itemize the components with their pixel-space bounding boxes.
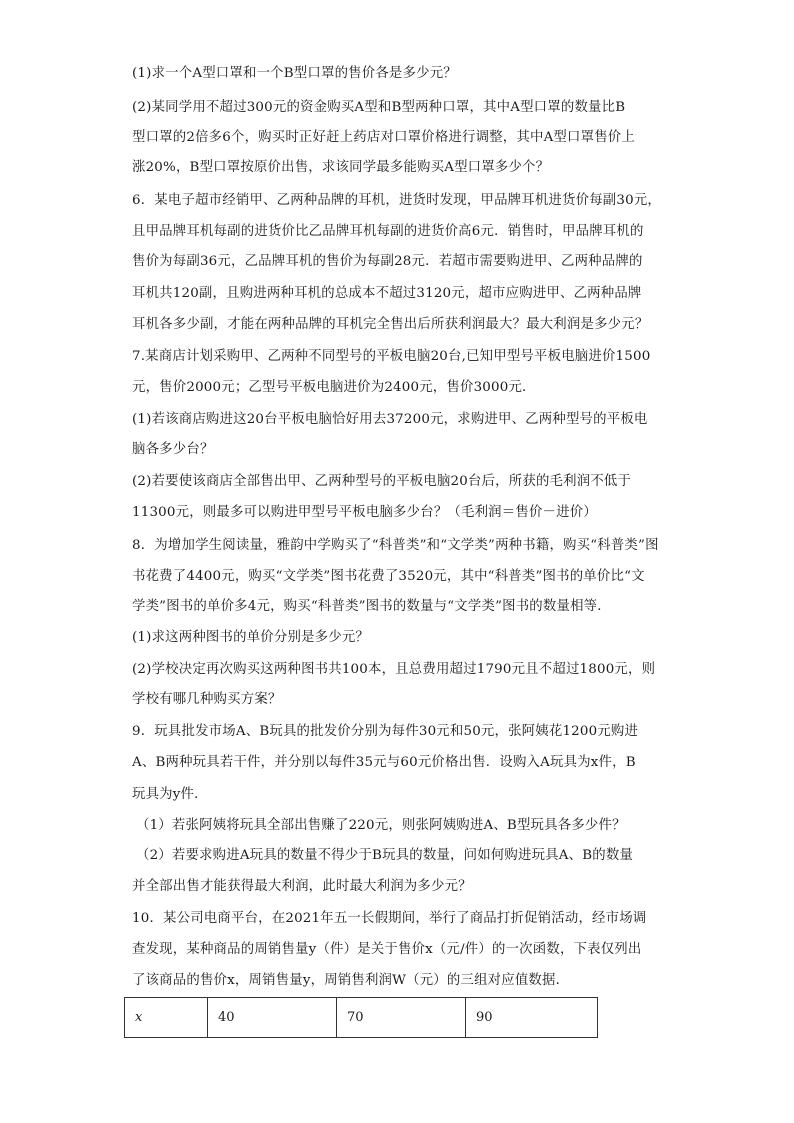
text-line: (1)求一个A型口罩和一个B型口罩的售价各是多少元？ (132, 66, 457, 81)
text-line: A、B两种玩具若干件，并分别以每件35元与60元价格出售．设购入A玩具为x件，B (132, 755, 636, 770)
text-line: 耳机共120副，且购进两种耳机的总成本不超过3120元，超市应购进甲、乙两种品牌 (132, 286, 642, 301)
text-line: 11300元，则最多可以购进甲型号平板电脑多少台？（毛利润＝售价－进价） (132, 505, 597, 520)
table-cell: 40 (208, 998, 337, 1038)
text-line: (2)学校决定再次购买这两种图书共100本，且总费用超过1790元且不超过1800元，则 (132, 662, 656, 677)
text-line: (2)某同学用不超过300元的资金购买A型和B型两种口罩，其中A型口罩的数量比B (132, 100, 626, 115)
text-line: 8．为增加学生阅读量，雅韵中学购买了“科普类”和“文学类”两种书籍，购买“科普类”图 (132, 538, 659, 553)
table-cell: x (125, 998, 208, 1038)
text-line: (2)若要使该商店全部售出甲、乙两种型号的平板电脑20台后，所获的毛利润不低于 (132, 474, 632, 489)
text-line: 耳机各多少副，才能在两种品牌的耳机完全售出后所获利润最大？最大利润是多少元？ (132, 317, 649, 332)
text-line: 售价为每副36元，乙品牌耳机的售价为每副28元．若超市需要购进甲、乙两种品牌的 (132, 254, 643, 269)
text-line: 10．某公司电商平台，在2021年五一长假期间，举行了商品打折促销活动，经市场调 (132, 911, 647, 926)
text-line: 了该商品的售价x，周销售量y，周销售利润W（元）的三组对应值数据． (132, 973, 570, 988)
text-line: 书花费了4400元，购买“文学类”图书花费了3520元，其中“科普类”图书的单价比“文 (132, 569, 645, 584)
table-cell: 90 (466, 998, 598, 1038)
text-line: 涨20%，B型口罩按原价出售，求该同学最多能购买A型口罩多少个？ (132, 160, 550, 175)
text-line: (1)若该商店购进这20台平板电脑恰好用去37200元，求购进甲、乙两种型号的平板电 (132, 412, 648, 427)
text-line: 并全部出售才能获得最大利润，此时最大利润为多少元？ (132, 879, 472, 894)
text-line: 元，售价2000元；乙型号平板电脑进价为2400元，售价3000元． (132, 380, 536, 395)
text-line: （2）若要求购进A玩具的数量不得少于B玩具的数量，问如何购进玩具A、B的数量 (136, 848, 634, 863)
text-line: 9．玩具批发市场A、B玩具的批发价分别为每件30元和50元，张阿姨花1200元购进 (132, 724, 639, 739)
text-line: （1）若张阿姨将玩具全部出售赚了220元，则张阿姨购进A、B型玩具各多少件？ (136, 818, 626, 833)
text-line: 学类”图书的单价多4元，购买“科普类”图书的数量与“文学类”图书的数量相等． (132, 599, 611, 614)
text-line: (1)求这两种图书的单价分别是多少元？ (132, 630, 370, 645)
value-table (124, 997, 598, 1038)
text-line: 学校有哪几种购买方案？ (132, 692, 282, 707)
text-line: 脑各多少台？ (132, 442, 214, 457)
text-line: 玩具为y件． (132, 787, 208, 802)
table-cell: 70 (337, 998, 466, 1038)
text-line: 查发现，某种商品的周销售量y（件）是关于售价x（元/件）的一次函数，下表仅列出 (132, 942, 642, 957)
text-line: 型口罩的2倍多6个，购买时正好赶上药店对口罩价格进行调整，其中A型口罩售价上 (132, 130, 635, 145)
text-line: 7.某商店计划采购甲、乙两种不同型号的平板电脑20台,已知甲型号平板电脑进价1500 (132, 349, 651, 364)
text-line: 且甲品牌耳机每副的进货价比乙品牌耳机每副的进货价高6元．销售时，甲品牌耳机的 (132, 224, 644, 239)
table-row (125, 998, 598, 1038)
text-line: 6．某电子超市经销甲、乙两种品牌的耳机，进货时发现，甲品牌耳机进货价每副30元， (132, 193, 662, 208)
